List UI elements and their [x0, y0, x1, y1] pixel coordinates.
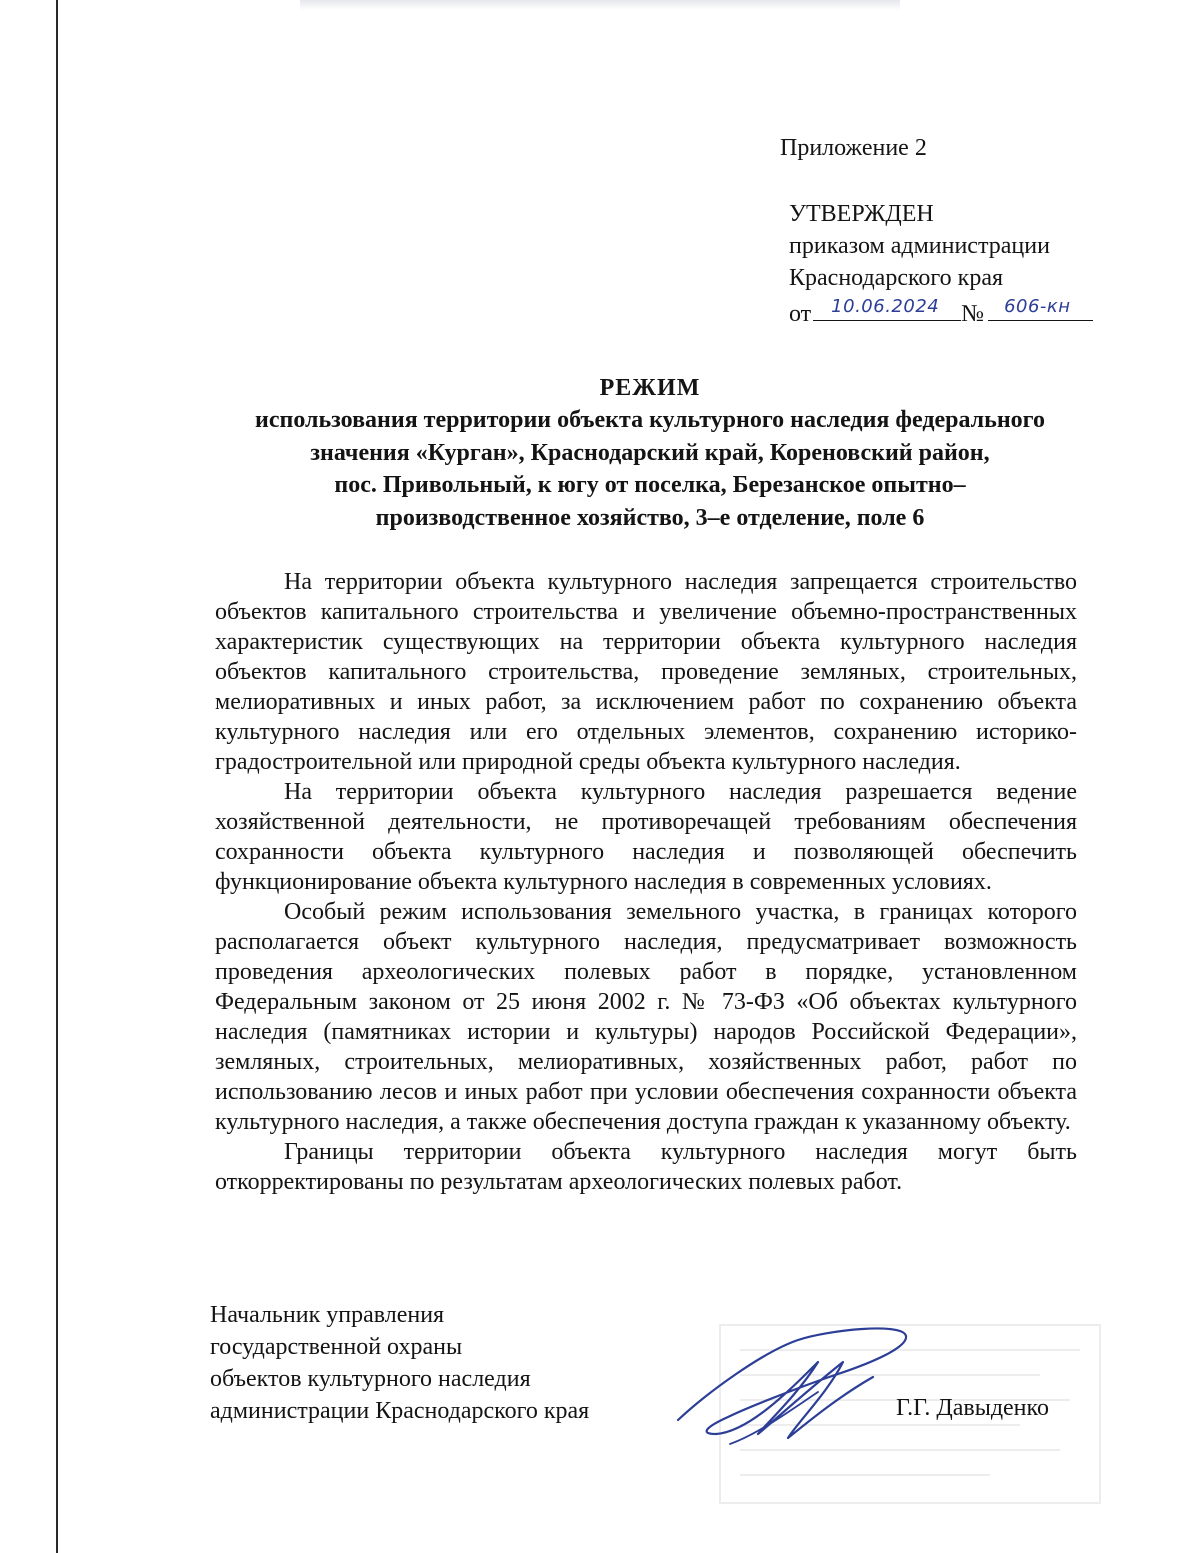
title-line: пос. Привольный, к югу от поселка, Березанское опытно–	[334, 472, 966, 499]
approval-block	[789, 198, 1093, 330]
signer-position	[210, 1299, 589, 1427]
scan-top-shadow	[300, 0, 900, 10]
paragraph-boundaries: Границы территории объекта культурного наследия могут быть откорректированы по результатам археологических полевых работ.	[215, 1139, 1077, 1195]
paragraph-prohibition: На территории объекта культурного наследия запрещается строительство объектов капитального строительства и увеличение объемно-пространственных характеристик существующих на территории объекта культурного наследия объектов капитального строительства, проведение земляных, строительных, мелиоративных и иных работ, за исключением работ по сохранению объекта культурного наследия или его отдельных элементов, сохранению историко-градостроительной или природной среды объекта культурного наследия.	[215, 569, 1077, 775]
paragraph-special-regime: Особый режим использования земельного участка, в границах которого располагается объект культурного наследия, предусматривает возможность проведения археологических полевых работ в порядке, установленном Федеральным законом от 25 июня 2002 г. № 73-ФЗ «Об объектах культурного наследия (памятниках истории и культуры) народов Российской Федерации», земляных, строительных, мелиоративных, хозяйственных работ, работ по использованию лесов и иных работ при условии обеспечения сохранности объекта культурного наследия, а также обеспечения доступа граждан к указанному объекту.	[215, 899, 1077, 1135]
signer-line: администрации Краснодарского края	[210, 1398, 590, 1424]
approval-date-line	[789, 294, 1093, 330]
handwritten-date: 10.06.2024	[831, 296, 940, 317]
document-body	[215, 567, 1077, 1197]
title-line: значения «Курган», Краснодарский край, Кореновский район,	[310, 439, 990, 466]
title-line: производственное хозяйство, 3–е отделение, поле 6	[375, 504, 925, 531]
signer-line: государственной охраны	[210, 1334, 463, 1360]
appendix-label: Приложение 2	[780, 135, 927, 161]
approval-line-1: приказом администрации	[789, 233, 1050, 259]
signer-line: Начальник управления	[210, 1302, 445, 1328]
date-field	[813, 294, 961, 321]
signature	[668, 1322, 918, 1452]
title-main: РЕЖИМ	[599, 375, 701, 401]
number-sign: №	[961, 301, 985, 327]
document-title	[150, 372, 1150, 534]
date-prefix: от	[789, 301, 812, 327]
approval-line-2: Краснодарского края	[789, 265, 1004, 291]
signer-line: объектов культурного наследия	[210, 1366, 531, 1392]
paragraph-permission: На территории объекта культурного наследия разрешается ведение хозяйственной деятельности, не противоречащей требованиям обеспечения сохранности объекта культурного наследия и позволяющей обеспечить функционирование объекта культурного наследия в современных условиях.	[215, 779, 1077, 895]
scan-page-edge	[56, 0, 58, 1553]
number-field	[988, 294, 1093, 321]
title-line: использования территории объекта культурного наследия федерального	[255, 407, 1045, 434]
signer-name: Г.Г. Давыденко	[896, 1395, 1049, 1421]
handwritten-number: 606-кн	[1004, 296, 1071, 317]
approval-status: УТВЕРЖДЕН	[789, 201, 934, 227]
